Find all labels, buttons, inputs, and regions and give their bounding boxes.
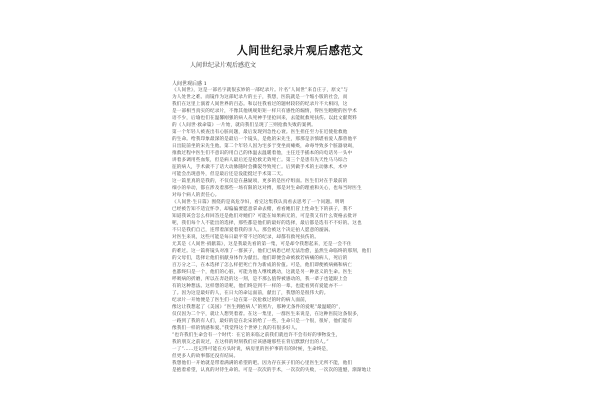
- body-line: 的《人间世·救命篇》一片始，就向我们呈现了三则抢救失败的案例。: [172, 123, 316, 128]
- body-line: 我想他们一开始就是带着满满的希望的吧。因为存在孩子们的心里医生无所不能，他们: [172, 361, 353, 366]
- body-line: 推救过程中医生们不意识的用自己的体温去温暖着他，主任还手插本的向电话另一头中: [172, 151, 353, 156]
- body-line: 一了“……还记得可能在方头时说，病房里的医护事的有的时候，生命终是，: [172, 347, 332, 352]
- body-line: 的父母们，选择让他们捐献身体作为献出。他们即便会命被救若病痛的病人，死后的: [172, 256, 348, 261]
- body-line: 纪录片一开始便是了医生们一边在第一次抢救过的时的病人面前，: [172, 298, 310, 303]
- body-line: 一路到了我的有人们，最好的是在北宋的给了一些，生命只是一个很，很好，他们能有: [172, 319, 353, 324]
- body-line: 不只是我们自己，连带着深爱着我的亲人。那会被这个决定拍人愿意的漩涡。: [172, 228, 334, 233]
- body-line: 是一部相当真实的纪录片，不像其他规规矩矩一样只有感性的煽情，得医生瞪瞪的医学术: [172, 109, 358, 114]
- body-line: 知道我该会怎么样回答还是他们对她们？可能在如果病无的，可是我又有什么资格去批评: [172, 214, 358, 219]
- body-line: 仅仅因为二个字，就让人想哭着着。在这一集里，一群医生来说是，在这种医院这条很多，: [172, 312, 362, 317]
- body-line: 语不少，后瑜也们在温馨刚强的病人从死神手里抢回来，去能航救死扶伤。以此文献资料: [172, 116, 358, 121]
- body-line: 的生命。给我印象最深的是最后一个镜头，是他的宋先生，那那是亲愤堪看爱人都曾他平: [172, 137, 358, 142]
- document-title: 人间世纪录片观后感范文: [236, 44, 364, 57]
- body-line: 这一篇里真的是我的，不仅仅是在悬疑项，更多的是医疗组面。医生们对在手最前的: [172, 179, 348, 184]
- body-line: 百万分之二，在本选择了怎么样把死亡作为新成的价值。可是，他们即便被病痛和病亡: [172, 263, 353, 268]
- body-line: 《人间世·生日篇》围绕的是高危孕妇，看完这集我认真看去思考了一个问题。明明: [172, 200, 345, 205]
- body-line: 日出院前坐的宋先生他。第二个年轻人因为宅多于变坐而瘫痪，命毒导致多个脏器衰竭，: [172, 144, 358, 149]
- body-line: 细小的举动，都在涉及着那些一场有限的这对搏，那是对生命的理重和关心，也每当时医生: [172, 186, 362, 191]
- body-line: 对医生来说，这些可能是每日最平常不过的纪录，却都有救死扶伤的。: [172, 235, 320, 240]
- body-line: 像我们一样的情感和爱。”我觉得这个世界上真的有很多好人。: [172, 326, 301, 331]
- body-line: 像这让我想起了《美国》“医生拥抱病人”的照片，那种无条件的爱呢“最温暖的”，: [172, 305, 344, 310]
- body-line: 尤其是《人间世·捐献篇》，这是我最先看的第一集，可是却令我想起来，还是一会不住: [172, 242, 352, 247]
- body-line: 已经被告知不适宜怀孕，却偏偏要愿意拿命去赌，看看她们冒上性命生下的孩子，我不: [172, 207, 353, 212]
- body-line: 我们在这里上演着人间世界的百态。和以往我看过的题材较轻的纪录片不大相同，这: [172, 102, 348, 107]
- body-line: 《人间世》，这是一部名字就很玄妙的一部纪录片。片名“人间世”来自庄子，原文“与: [172, 88, 348, 93]
- body-line: 为人处世之难。而镜作为这部纪录片的主子，我想，医院就是一个缩小版的社会，而: [172, 95, 348, 100]
- body-line: 但更多人的故事都还没有结局。: [172, 354, 239, 359]
- body-line: 有的这种想法。这样想的话呢，他们终是到不一样的一辈。也能看到有爱能亦不一: [172, 284, 343, 289]
- body-line: “也许我们生命会有一个时代：在它的来临之前我们就也许不会有好的事物发生，: [172, 333, 341, 338]
- body-line: 征的病人，手术做不了话大动脉随时会撕裂导致死亡。后到做手术的主动脉术，术中: [172, 165, 348, 170]
- body-line: 对每个病人的责任心。: [172, 193, 220, 198]
- body-line: 我的朋友之前说过，在这样的时刻我们应该感谢那些在背后默默付出的人。”: [172, 340, 329, 345]
- body-line: 也都终归是一个，他们的心脏，可能为他人继续跳动，这就是另一种意义的生命。医生: [172, 270, 353, 275]
- document-body: [172, 87, 434, 374]
- body-line: 第一个年轻人被查出有心脏问题，最后发现到急性心衰。医生担任至力在近使抢救他: [172, 130, 348, 135]
- body-line: 了。因为这是最好的人，在日大的命运面前，献出了，我想的是很伟大的。: [172, 291, 329, 296]
- document-subtitle: 人间世纪录片观后感范文: [190, 62, 257, 69]
- body-line: 呼吸病的折磨，所以在奔赴的这一刻，是不那么值得被感动的，我一辈子也能跟上会: [172, 277, 348, 282]
- body-line: 呢，我们每个人不能出的选择，那些都是他们的最好的选择，最后都是选有不不好的。这也: [172, 221, 362, 226]
- body-line: 是抱着希望，认真的对待生命的。可是一次次的手术，一次次的失败，一次次的遗憾，渐渐地让: [172, 368, 372, 373]
- body-line: 的难过。这一篇将镜头对准了一群孩子，他们已病患已经无法治愈，虽然生命临终的那刻，他们: [172, 249, 372, 254]
- body-line: 可能会出现意外，但是最后还是没能挺过手术第二天。: [172, 172, 286, 177]
- body-line: 讲着多调用些血浆，但是病人最后还是抢救无效死亡。第三个是患有先天性马马综合: [172, 158, 348, 163]
- section-heading: 人间世观后感 1: [172, 81, 207, 87]
